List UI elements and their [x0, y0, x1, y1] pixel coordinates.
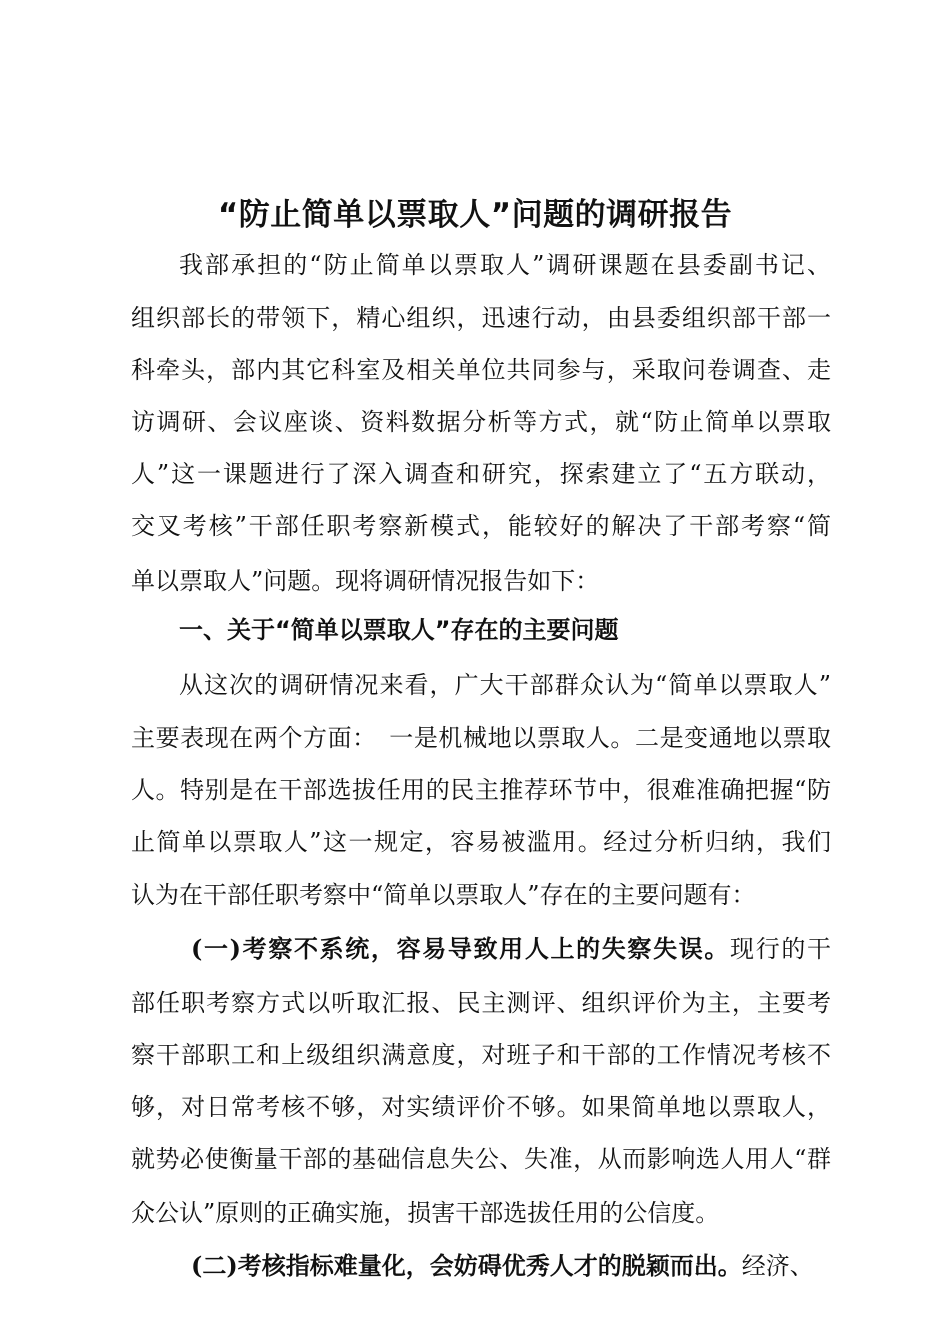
intro-line: 交叉考核”干部任职考察新模式，能较好的解决了干部考察“简 [131, 512, 831, 540]
item2-first-rest: 经济、 [741, 1252, 814, 1280]
item1-line: 就势必使衡量干部的基础信息失公、失准，从而影响选人用人“群 [131, 1145, 831, 1173]
item1-line: 察干部职工和上级组织满意度，对班子和干部的工作情况考核不 [131, 1041, 831, 1069]
item1-first-line [191, 927, 831, 971]
item1-first-rest: 现行的干 [730, 935, 831, 963]
item1-line: 够，对日常考核不够，对实绩评价不够。如果简单地以票取人， [131, 1093, 831, 1121]
intro-line: 访调研、会议座谈、资料数据分析等方式，就“防止简单以票取 [131, 408, 831, 436]
section-heading: 一、关于“简单以票取人”存在的主要问题 [179, 616, 619, 644]
item1-bold-heading: (一)考察不系统，容易导致用人上的失察失误。 [191, 934, 731, 963]
intro-line: 单以票取人”问题。现将调研情况报告如下： [131, 567, 600, 595]
item1-line: 众公认”原则的正确实施，损害干部选拔任用的公信度。 [131, 1199, 720, 1227]
intro-line: 组织部长的带领下，精心组织，迅速行动，由县委组织部干部一 [131, 304, 831, 332]
section1-line: 主要表现在两个方面： 一是机械地以票取人。二是变通地以票取 [131, 724, 831, 752]
intro-line: 我部承担的“防止简单以票取人”调研课题在县委副书记、 [179, 251, 831, 279]
section1-line: 认为在干部任职考察中“简单以票取人”存在的主要问题有： [131, 881, 756, 909]
intro-line: 人”这一课题进行了深入调查和研究，探索建立了“五方联动， [131, 460, 831, 488]
intro-line: 科牵头，部内其它科室及相关单位共同参与，采取问卷调查、走 [131, 356, 831, 384]
section1-line: 从这次的调研情况来看，广大干部群众认为“简单以票取人” [179, 671, 831, 699]
section1-line: 止简单以票取人”这一规定，容易被滥用。经过分析归纳，我们 [131, 828, 831, 856]
item2-first-line [191, 1244, 831, 1288]
item2-bold-heading: (二)考核指标难量化，会妨碍优秀人才的脱颖而出。 [191, 1251, 742, 1280]
item1-line: 部任职考察方式以听取汇报、民主测评、组织评价为主，主要考 [131, 989, 831, 1017]
document-title: “防止简单以票取人”问题的调研报告 [217, 197, 733, 233]
section1-line: 人。特别是在干部选拔任用的民主推荐环节中，很难准确把握“防 [131, 776, 831, 804]
